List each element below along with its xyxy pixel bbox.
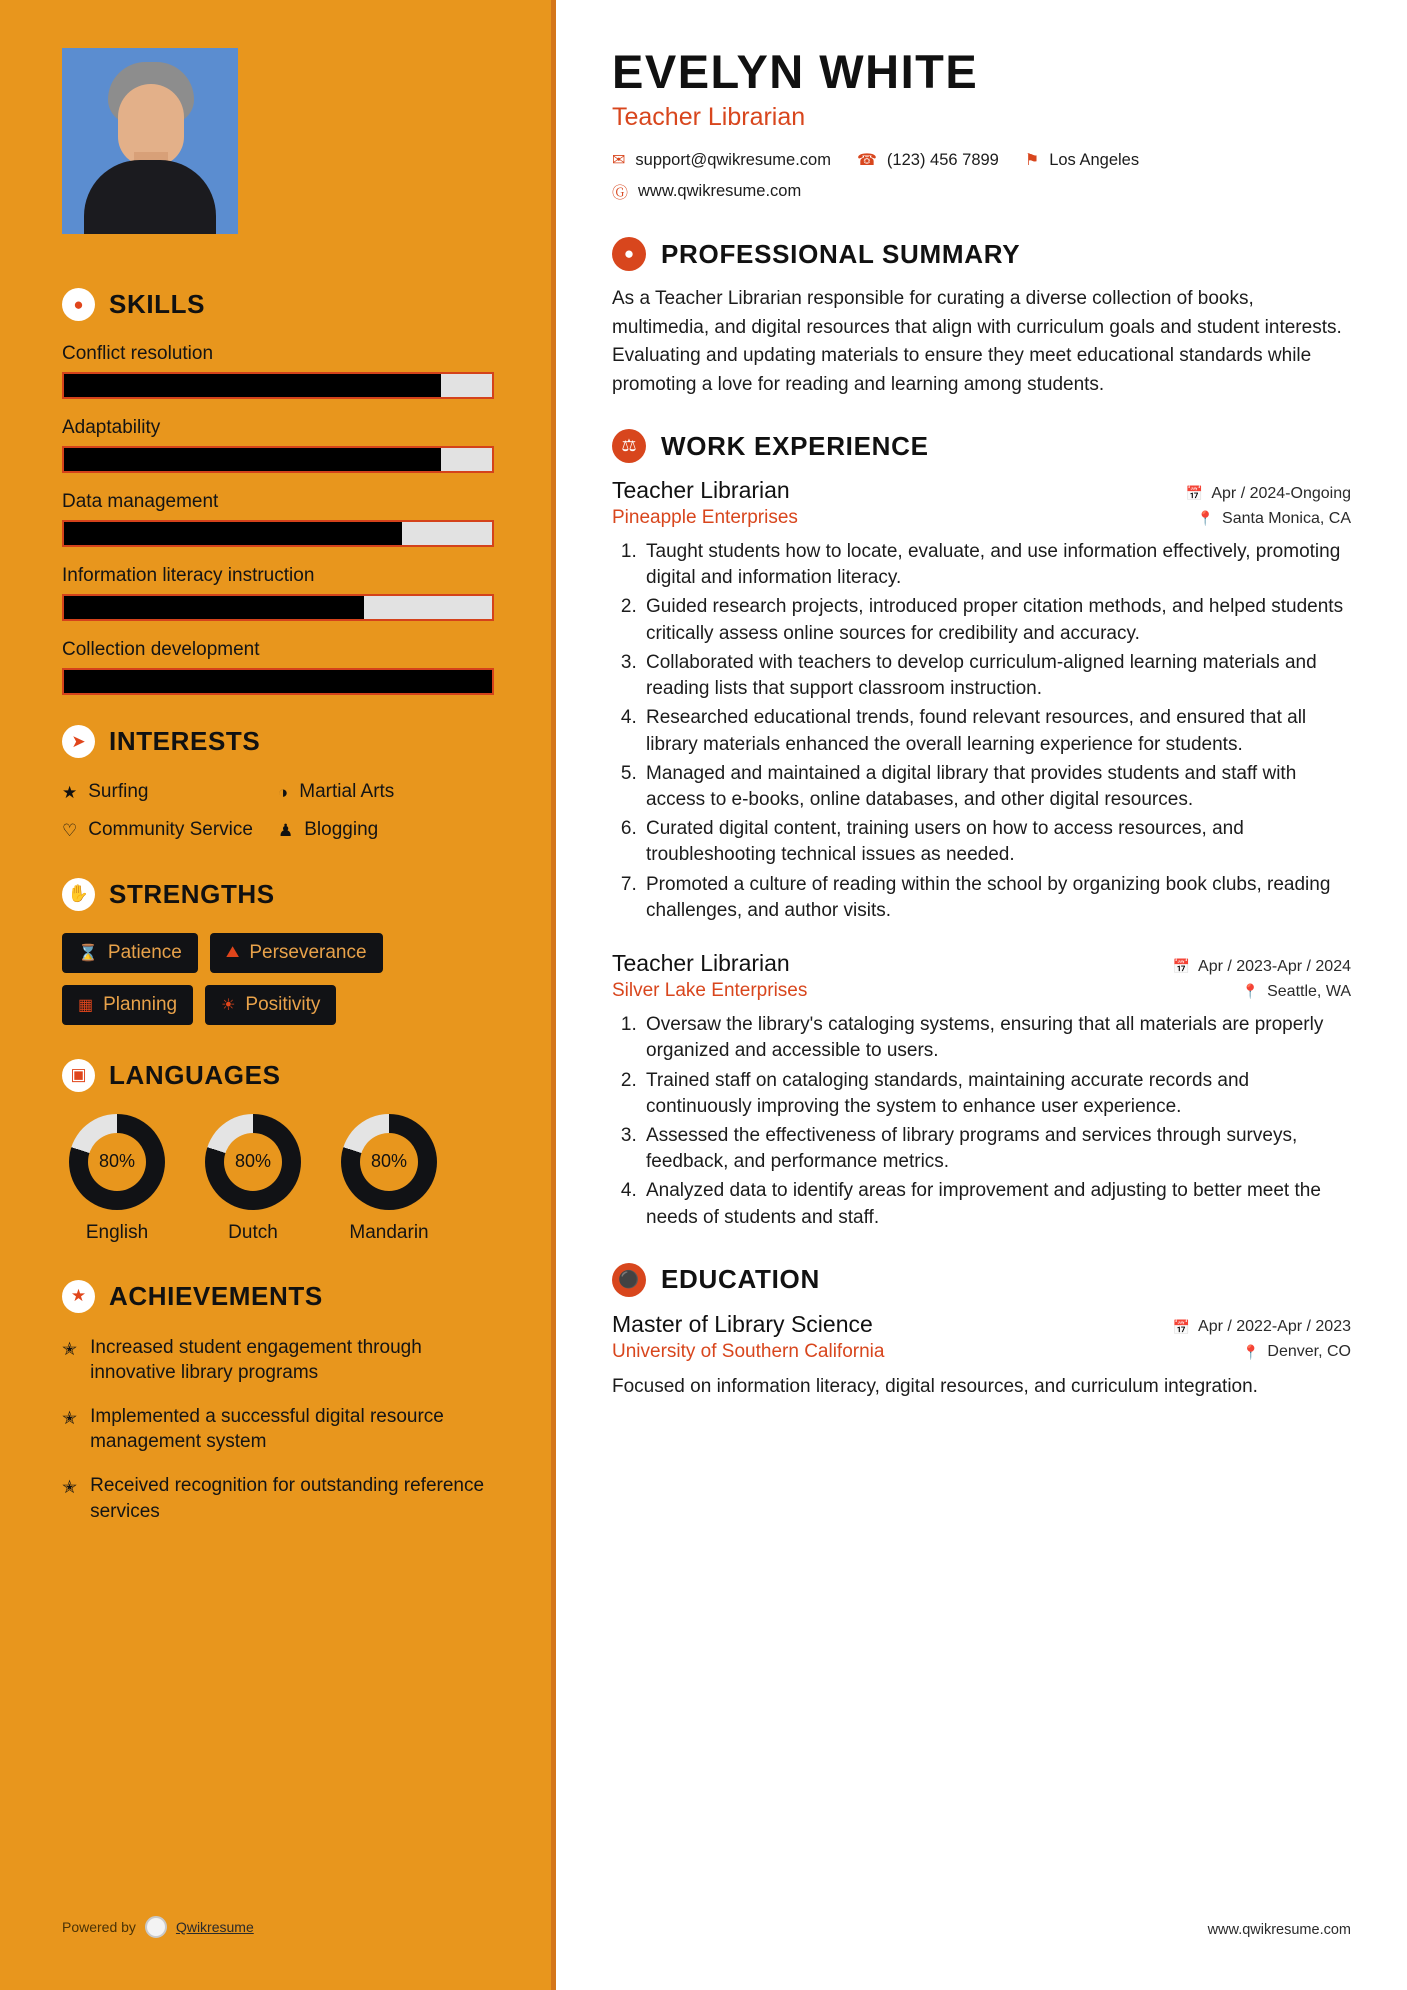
strengths-title: STRENGTHS (109, 878, 275, 909)
interest-item (278, 818, 494, 842)
section-strengths (62, 878, 494, 1025)
avatar-body (84, 160, 216, 234)
strength-chip (210, 933, 383, 973)
languages-header (62, 1059, 494, 1092)
location-pin-icon: 📍 (1196, 510, 1215, 526)
contact-list (612, 150, 1351, 203)
language-percent: 80% (224, 1133, 282, 1191)
interests-list (62, 780, 494, 856)
job-bullet: 2. Trained staff on cataloging standards, maintaining accurate records and continuously improving the system to enhance user experience. (642, 1068, 1351, 1120)
skills-header (62, 288, 494, 321)
award-star-icon: ✭ (62, 1477, 78, 1498)
skill-bar (62, 520, 494, 547)
job-title: Teacher Librarian (612, 950, 790, 977)
job-bullet: 1. Oversaw the library's cataloging systems, ensuring that all materials are properly organized and accessible to users. (642, 1012, 1351, 1064)
job-bullet: 7. Promoted a culture of reading within the school by organizing book clubs, reading challenges, and author visits. (642, 872, 1351, 924)
location-icon: ⚑ (1024, 152, 1040, 169)
strength-label: Patience (107, 941, 182, 963)
section-achievements (62, 1280, 494, 1525)
education-location (1242, 1343, 1351, 1361)
main-content (556, 0, 1407, 1990)
skill-label: Conflict resolution (62, 343, 214, 364)
paper-plane-icon: ➤ (62, 725, 95, 758)
achievement-text: Implemented a successful digital resource management system (90, 1405, 444, 1453)
medal-star-icon: ★ (62, 1280, 95, 1313)
education-row-title (612, 1311, 1351, 1338)
profile-role: Teacher Librarian (612, 103, 806, 131)
user-circle-icon: ● (612, 237, 646, 271)
education-description: Focused on information literacy, digital resources, and curriculum integration. (612, 1375, 1258, 1397)
job-company-row (612, 507, 1351, 529)
interest-label: Blogging (304, 818, 379, 840)
job-title-row (612, 477, 1351, 504)
strength-chip (62, 985, 193, 1025)
briefcase-icon: ⚖ (612, 429, 646, 463)
job-location (1242, 983, 1351, 1001)
job-bullet: 6. Curated digital content, training users on how to access resources, and troubleshooting technical issues as needed. (642, 816, 1351, 868)
section-languages (62, 1059, 494, 1244)
skills-list (62, 343, 494, 695)
interest-label: Community Service (88, 818, 253, 840)
languages-list (62, 1114, 494, 1244)
fist-icon: ✋ (62, 878, 95, 911)
achievements-title: ACHIEVEMENTS (109, 1280, 323, 1311)
envelope-icon: ✉ (612, 152, 626, 169)
powered-by-label: Powered by (62, 1919, 136, 1935)
hands-icon: ♡ (62, 820, 78, 840)
award-star-icon: ✭ (62, 1407, 78, 1428)
star-icon: ★ (62, 783, 78, 802)
contact-item[interactable] (612, 150, 831, 170)
contact-text: www.qwikresume.com (638, 182, 802, 200)
strengths-header (62, 878, 494, 911)
strength-label: Planning (103, 993, 178, 1015)
contact-text: (123) 456 7899 (886, 150, 999, 169)
phone-icon: ☎ (856, 152, 877, 169)
qwikresume-logo-icon (145, 1916, 167, 1938)
interests-title: INTERESTS (109, 726, 261, 756)
strength-label: Positivity (245, 993, 321, 1015)
strength-chip (205, 985, 336, 1025)
language-name: Mandarin (349, 1221, 429, 1243)
language-name: Dutch (228, 1221, 278, 1243)
job-dates (1186, 485, 1351, 503)
skill-bar-fill (64, 448, 441, 471)
skill-bar-fill (64, 670, 492, 693)
skill-bar (62, 372, 494, 399)
language-percent: 80% (88, 1133, 146, 1191)
contact-item[interactable] (612, 180, 801, 203)
job-bullet: 4. Researched educational trends, found relevant resources, and ensured that all library materials enhanced the overall learning experience for students. (642, 705, 1351, 757)
job-title-row (612, 950, 1351, 977)
job-bullet: 4. Analyzed data to identify areas for improvement and adjusting to better meet the needs of students and staff. (642, 1178, 1351, 1230)
achievement-item (62, 1335, 494, 1386)
section-skills (62, 288, 494, 695)
education-dates (1173, 1318, 1351, 1336)
language-donut (341, 1114, 437, 1210)
sun-icon: ☀ (221, 996, 236, 1014)
location-pin-icon: 📍 (1241, 1343, 1260, 1360)
language-donut (69, 1114, 165, 1210)
skill-label: Collection development (62, 639, 260, 660)
language-percent: 80% (360, 1133, 418, 1191)
hourglass-icon: ⌛ (78, 944, 98, 962)
award-star-icon: ✭ (62, 1338, 78, 1359)
education-row-school (612, 1341, 1351, 1363)
skill-label: Adaptability (62, 417, 161, 438)
avatar (62, 48, 238, 234)
summary-title: PROFESSIONAL SUMMARY (661, 238, 1021, 269)
jobs-list (612, 477, 1351, 1231)
people-icon: ♟ (278, 820, 294, 840)
interest-item (278, 780, 494, 804)
job-dates-text: Apr / 2023-Apr / 2024 (1198, 957, 1351, 975)
job-entry (612, 950, 1351, 1231)
skill-row (62, 491, 494, 547)
skill-bar (62, 668, 494, 695)
skill-label: Data management (62, 491, 219, 512)
job-bullet: 3. Assessed the effectiveness of library programs and services through surveys, feedback, and performance metrics. (642, 1123, 1351, 1175)
job-bullet: 2. Guided research projects, introduced proper citation methods, and helped students critically assess online sources for credibility and accuracy. (642, 594, 1351, 646)
mountain-icon: ⛰ (225, 943, 240, 961)
job-title: Teacher Librarian (612, 477, 790, 503)
globe-icon: ◑ (278, 783, 289, 802)
strengths-list (62, 933, 494, 1025)
language-donut (205, 1114, 301, 1210)
work-header (612, 429, 1351, 463)
achievements-header (62, 1280, 494, 1313)
contact-item[interactable] (857, 150, 999, 170)
section-work-experience (612, 429, 1351, 1231)
calendar-icon: 📅 (1172, 958, 1191, 975)
interest-item (62, 780, 278, 804)
skill-row (62, 565, 494, 621)
calendar-icon: 📅 (1185, 485, 1204, 501)
footer-site: www.qwikresume.com (1207, 1922, 1351, 1938)
job-bullet: 1. Taught students how to locate, evaluate, and use information effectively, promoting digital and information literacy. (642, 539, 1351, 591)
job-bullet: 5. Managed and maintained a digital library that provides students and staff with access to e-books, online databases, and other digital resources. (642, 761, 1351, 813)
achievement-item (62, 1404, 494, 1455)
location-pin-icon: 📍 (1241, 983, 1260, 1000)
strength-label: Perseverance (249, 941, 367, 963)
interests-header (62, 725, 494, 758)
languages-title: LANGUAGES (109, 1059, 281, 1090)
job-location-text: Santa Monica, CA (1222, 509, 1351, 527)
education-dates-text: Apr / 2022-Apr / 2023 (1198, 1318, 1351, 1336)
job-bullets (642, 539, 1351, 924)
job-location (1197, 510, 1351, 528)
work-title: WORK EXPERIENCE (661, 430, 929, 461)
sidebar (0, 0, 556, 1990)
language-item (62, 1114, 172, 1244)
interest-label: Surfing (88, 781, 149, 802)
skill-bar-fill (64, 596, 364, 619)
job-company-row (612, 980, 1351, 1002)
globe-icon: Ⓖ (612, 185, 629, 202)
section-education (612, 1263, 1351, 1401)
achievement-text: Increased student engagement through innovative library programs (90, 1336, 422, 1384)
lightbulb-icon: ● (62, 288, 95, 321)
job-bullet: 3. Collaborated with teachers to develop curriculum-aligned learning materials and reading lists that support classroom instruction. (642, 650, 1351, 702)
skill-label: Information literacy instruction (62, 565, 315, 586)
section-professional-summary (612, 237, 1351, 399)
language-name: English (85, 1221, 149, 1243)
summary-header (612, 237, 1351, 271)
job-company: Pineapple Enterprises (612, 507, 798, 528)
education-location-text: Denver, CO (1267, 1343, 1351, 1361)
qwikresume-link[interactable]: Qwikresume (175, 1919, 254, 1935)
job-location-text: Seattle, WA (1267, 982, 1351, 1000)
interest-item (62, 818, 278, 842)
language-item (334, 1114, 444, 1244)
calendar-icon: 📅 (1172, 1318, 1191, 1335)
skill-row (62, 417, 494, 473)
education-school: University of Southern California (612, 1340, 885, 1362)
summary-text: As a Teacher Librarian responsible for curating a diverse collection of books, multimedia, and digital resources that align with curriculum goals and student interests. Evaluating and updating materials to ensure they meet educational standards while promoting a love for reading and learning among students. (612, 288, 1342, 395)
education-title: EDUCATION (661, 1264, 820, 1295)
job-dates (1173, 958, 1351, 976)
powered-by (62, 1916, 254, 1938)
education-header (612, 1263, 1351, 1297)
job-entry (612, 477, 1351, 924)
language-item (198, 1114, 308, 1244)
interest-label: Martial Arts (299, 781, 395, 802)
translate-icon: ▣ (62, 1059, 95, 1092)
job-company: Silver Lake Enterprises (612, 980, 808, 1002)
skill-row (62, 639, 494, 695)
skill-bar (62, 594, 494, 621)
strength-chip (62, 933, 198, 973)
skill-bar-fill (64, 374, 441, 397)
skill-bar-fill (64, 522, 402, 545)
achievement-text: Received recognition for outstanding reference services (90, 1475, 485, 1522)
page-title: EVELYN WHITE (612, 45, 979, 98)
contact-text: Los Angeles (1049, 150, 1140, 169)
contact-text: support@qwikresume.com (635, 150, 831, 169)
graduation-cap-icon: ⚫ (612, 1263, 646, 1297)
job-dates-text: Apr / 2024-Ongoing (1211, 484, 1351, 502)
skill-row (62, 343, 494, 399)
contact-item[interactable] (1025, 150, 1139, 170)
skill-bar (62, 446, 494, 473)
section-interests (62, 725, 494, 856)
achievements-list (62, 1335, 494, 1525)
calendar-icon: ▦ (78, 996, 94, 1014)
job-bullets (642, 1012, 1351, 1231)
skills-title: SKILLS (109, 289, 206, 319)
education-degree: Master of Library Science (612, 1310, 873, 1337)
achievement-item (62, 1473, 494, 1524)
